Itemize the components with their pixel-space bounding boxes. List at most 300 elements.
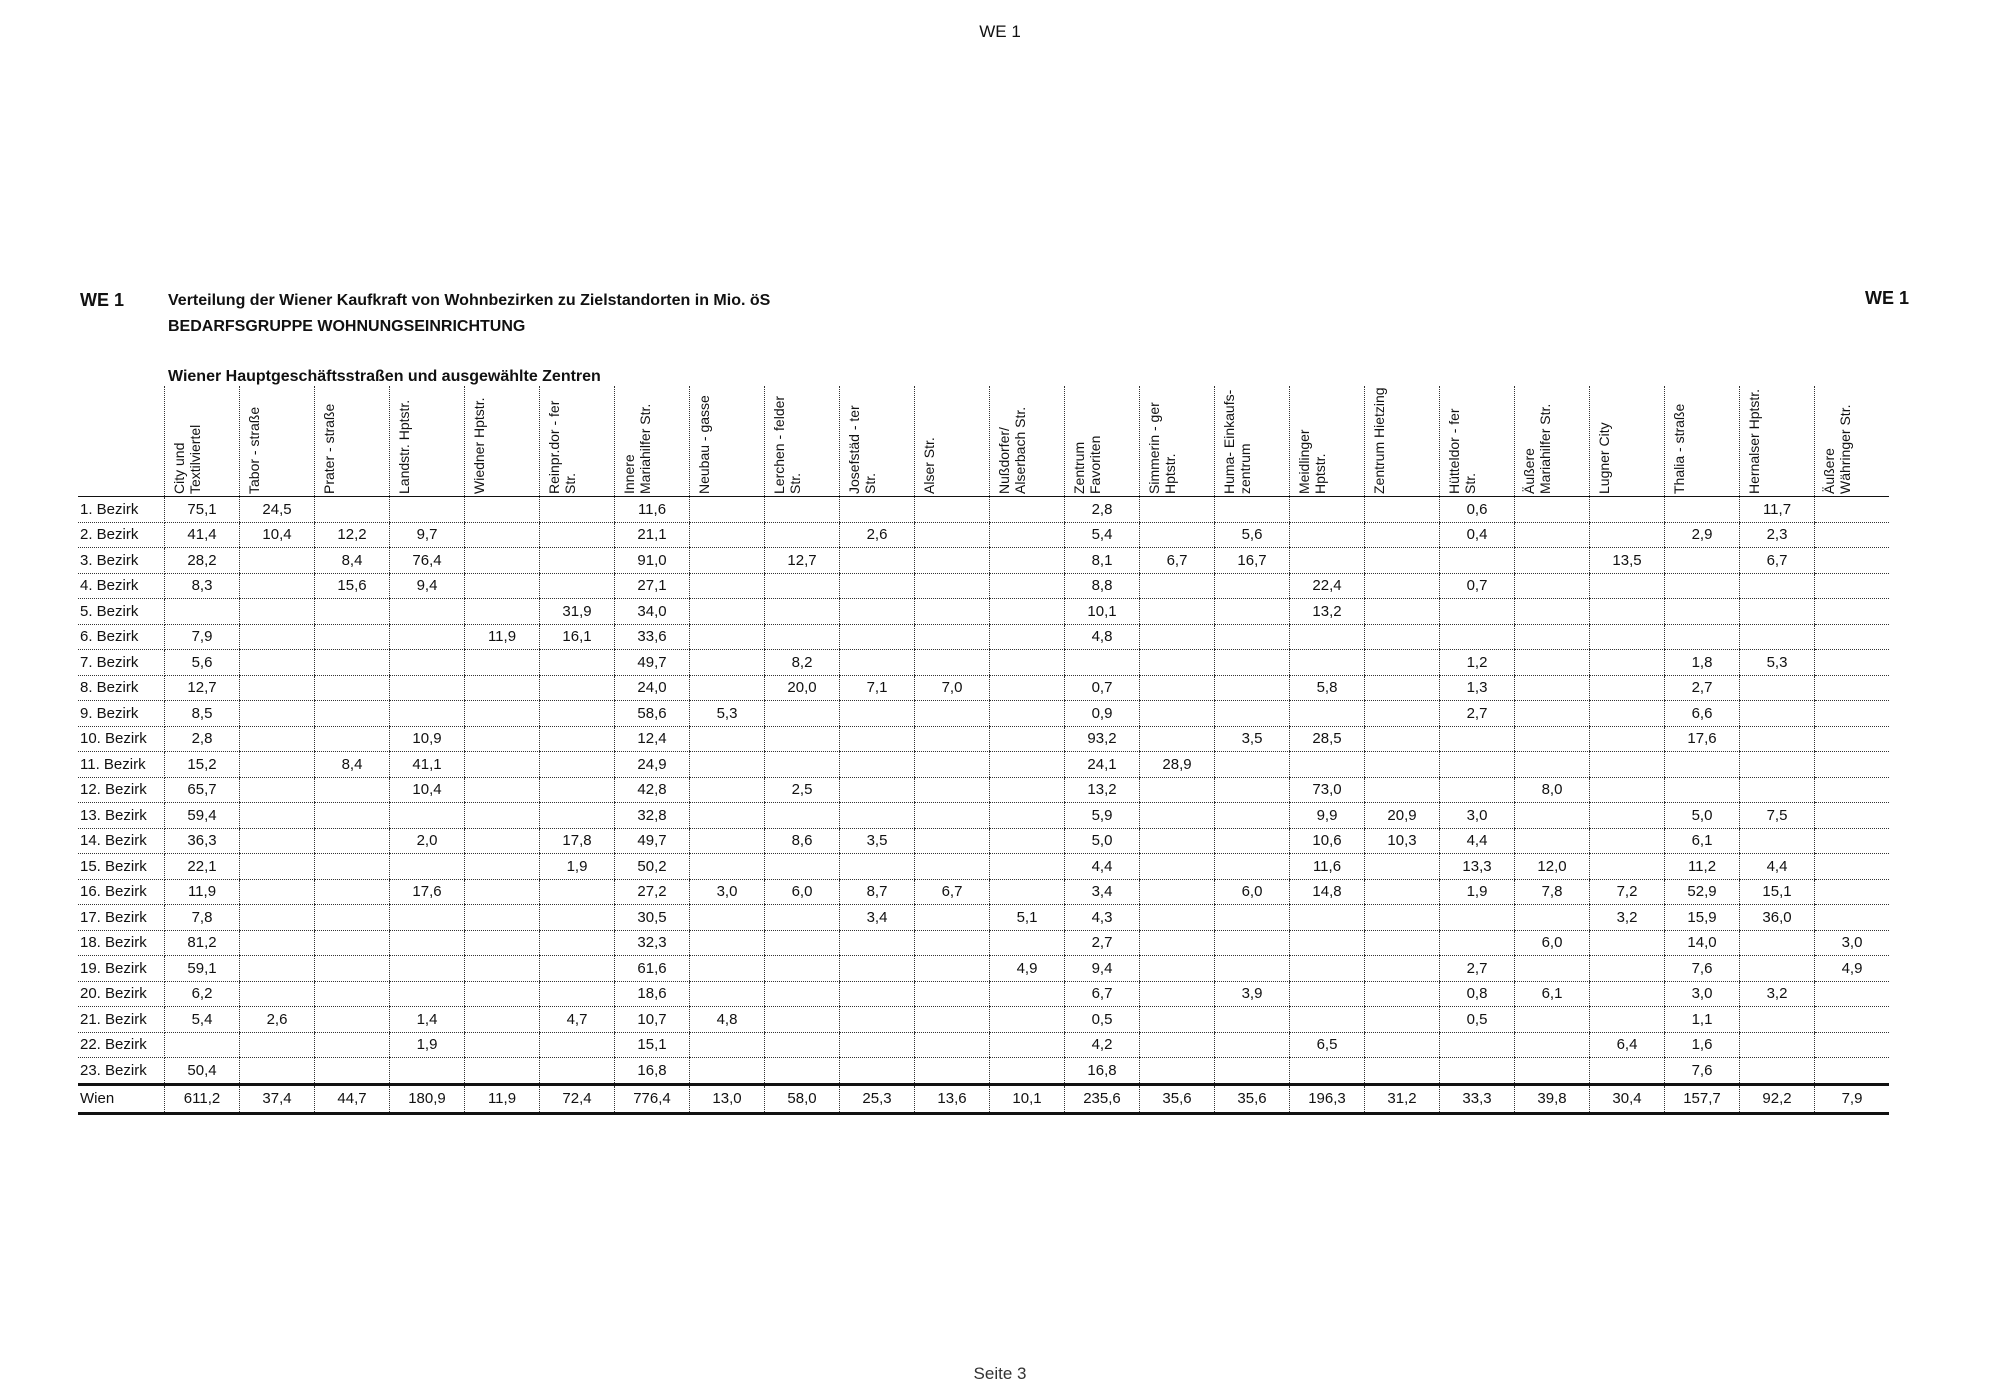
table-cell: 5,6 [1215,522,1290,548]
column-header [615,386,690,497]
table-cell: 15,6 [315,573,390,599]
table-cell [990,930,1065,956]
table-cell [465,803,540,829]
table-cell [765,930,840,956]
table-cell [1665,548,1740,574]
table-cell [540,497,615,523]
table-cell [915,522,990,548]
table-cell: 8,2 [765,650,840,676]
table-cell [240,803,315,829]
table-cell [1440,1058,1515,1085]
table-cell: 12,7 [765,548,840,574]
column-header-label: Reinpr.dor - fer Str. [546,400,578,494]
row-label: 19. Bezirk [78,956,165,982]
table-cell [1440,726,1515,752]
table-cell: 20,0 [765,675,840,701]
table-cell [1365,981,1440,1007]
table-cell [1215,803,1290,829]
table-row [78,777,1889,803]
table-cell: 50,2 [615,854,690,880]
table-cell [1365,930,1440,956]
table-cell: 3,4 [840,905,915,931]
table-cell [990,701,1065,727]
table-cell [1815,854,1890,880]
table-cell: 3,0 [1440,803,1515,829]
table-cell [990,599,1065,625]
table-cell [765,1007,840,1033]
table-cell [540,930,615,956]
table-cell [1590,854,1665,880]
table-cell [840,624,915,650]
table-cell [1440,1032,1515,1058]
table-cell [390,599,465,625]
table-cell: 11,6 [615,497,690,523]
table-cell: 6,0 [1515,930,1590,956]
table-cell [1740,624,1815,650]
table-cell: 0,5 [1065,1007,1140,1033]
table-cell: 9,9 [1290,803,1365,829]
row-label: 4. Bezirk [78,573,165,599]
row-label: 18. Bezirk [78,930,165,956]
table-cell [465,599,540,625]
table-cell: 32,8 [615,803,690,829]
table-cell [540,752,615,778]
table-cell: 11,9 [465,624,540,650]
table-cell: 42,8 [615,777,690,803]
table-cell: 15,2 [165,752,240,778]
table-cell: 52,9 [1665,879,1740,905]
row-label: 13. Bezirk [78,803,165,829]
table-cell [765,981,840,1007]
table-cell [765,522,840,548]
table-cell: 12,7 [165,675,240,701]
table-cell [1740,777,1815,803]
table-cell [990,828,1065,854]
table-cell [1140,522,1215,548]
table-cell [1215,599,1290,625]
table-cell [1740,701,1815,727]
table-cell [390,803,465,829]
column-header [1290,386,1365,497]
table-cell [690,650,765,676]
table-cell [1140,573,1215,599]
table-cell [1590,777,1665,803]
table-cell [240,1032,315,1058]
table-cell [1140,905,1215,931]
table-cell: 6,7 [1740,548,1815,574]
table-cell [1590,930,1665,956]
table-cell [1290,930,1365,956]
table-cell [390,624,465,650]
table-cell [1365,854,1440,880]
table-cell: 24,5 [240,497,315,523]
table-cell [1590,522,1665,548]
table-cell [540,1032,615,1058]
page-footer: Seite 3 [973,1364,1027,1383]
table-cell [840,497,915,523]
table-cell [1815,701,1890,727]
table-cell: 5,8 [1290,675,1365,701]
column-header-label: City und Textilviertel [171,424,203,494]
table-cell [1515,650,1590,676]
table-cell: 6,7 [1140,548,1215,574]
table-cell [1140,1032,1215,1058]
table-cell: 14,8 [1290,879,1365,905]
table-cell [1365,497,1440,523]
column-header-label: Thalia - straße [1671,403,1687,494]
table-cell: 41,1 [390,752,465,778]
table-cell [765,599,840,625]
table-cell: 0,7 [1440,573,1515,599]
table-cell [315,803,390,829]
table-cell: 13,6 [915,1084,990,1113]
table-cell: 16,7 [1215,548,1290,574]
column-header-label: Lerchen - felder Str. [771,395,803,494]
table-cell: 13,3 [1440,854,1515,880]
table-cell [1215,752,1290,778]
table-cell [690,828,765,854]
table-cell: 17,6 [1665,726,1740,752]
table-cell [990,981,1065,1007]
table-cell [390,497,465,523]
table-cell [1740,1032,1815,1058]
table-cell: 3,5 [1215,726,1290,752]
table-cell [1290,956,1365,982]
table-cell [1815,548,1890,574]
table-cell: 8,6 [765,828,840,854]
table-cell: 49,7 [615,650,690,676]
table-cell [1590,701,1665,727]
table-cell [765,701,840,727]
column-header-label: Zentrum Hietzing [1371,387,1387,494]
table-cell: 22,4 [1290,573,1365,599]
table-cell [840,930,915,956]
column-header-label: Alser Str. [921,437,937,494]
table-cell [465,650,540,676]
table-cell: 4,7 [540,1007,615,1033]
table-cell [990,548,1065,574]
table-cell [1365,548,1440,574]
table-cell [690,930,765,956]
table-cell: 4,8 [1065,624,1140,650]
column-header-row [78,386,1889,497]
table-cell: 13,2 [1290,599,1365,625]
table-cell: 10,4 [390,777,465,803]
table-cell [1815,624,1890,650]
table-cell: 12,0 [1515,854,1590,880]
table-cell: 91,0 [615,548,690,574]
table-cell [1140,879,1215,905]
table-cell [690,854,765,880]
table-cell [765,573,840,599]
table-cell [1365,879,1440,905]
table-cell [1290,650,1365,676]
table-cell [1290,752,1365,778]
column-header-label: Äußere Währinger Str. [1821,404,1853,494]
table-cell: 35,6 [1215,1084,1290,1113]
table-cell: 6,4 [1590,1032,1665,1058]
table-cell: 18,6 [615,981,690,1007]
table-cell [540,522,615,548]
column-header [1590,386,1665,497]
table-cell: 27,2 [615,879,690,905]
column-header [1365,386,1440,497]
column-header [915,386,990,497]
table-cell [1665,624,1740,650]
table-cell [1440,777,1515,803]
table-cell: 6,0 [765,879,840,905]
table-cell [1140,599,1215,625]
table-cell: 7,8 [1515,879,1590,905]
table-cell: 11,9 [165,879,240,905]
table-cell [315,1058,390,1085]
table-cell: 73,0 [1290,777,1365,803]
table-cell: 776,4 [615,1084,690,1113]
table-cell: 30,4 [1590,1084,1665,1113]
row-label: 1. Bezirk [78,497,165,523]
table-cell [1590,752,1665,778]
table-cell [915,905,990,931]
table-cell [315,930,390,956]
table-cell [990,497,1065,523]
table-cell: 81,2 [165,930,240,956]
table-cell [1140,701,1215,727]
table-row [78,1032,1889,1058]
doc-code-left: WE 1 [80,290,125,310]
table-cell: 8,8 [1065,573,1140,599]
table-cell [765,803,840,829]
column-header-label: Neubau - gasse [696,395,712,494]
row-label: 14. Bezirk [78,828,165,854]
table-cell: 3,4 [1065,879,1140,905]
table-cell: 8,4 [315,548,390,574]
table-cell [690,803,765,829]
table-cell: 0,5 [1440,1007,1515,1033]
table-cell: 1,9 [390,1032,465,1058]
table-cell: 0,6 [1440,497,1515,523]
table-cell [1815,803,1890,829]
table-cell [540,675,615,701]
table-cell [390,675,465,701]
table-cell [690,573,765,599]
table-cell [915,548,990,574]
table-cell [1140,1058,1215,1085]
row-label: 22. Bezirk [78,1032,165,1058]
table-cell [1665,497,1740,523]
table-cell [1515,1032,1590,1058]
column-header-label: Simmerin - ger Hptstr. [1146,402,1178,494]
table-cell [240,573,315,599]
table-cell [765,854,840,880]
table-cell [540,573,615,599]
table-cell [990,624,1065,650]
table-cell [465,726,540,752]
table-cell [1815,522,1890,548]
table-cell [1365,1058,1440,1085]
table-row [78,522,1889,548]
table-cell [315,854,390,880]
table-cell [840,1032,915,1058]
table-cell [1290,701,1365,727]
column-header [390,386,465,497]
table-cell [1365,573,1440,599]
table-cell [840,1007,915,1033]
table-cell [765,905,840,931]
table-cell [1665,752,1740,778]
table-cell [690,905,765,931]
table-cell: 36,0 [1740,905,1815,931]
table-cell [1365,777,1440,803]
table-cell: 3,0 [1815,930,1890,956]
table-cell [1590,726,1665,752]
table-cell [690,675,765,701]
table-cell: 58,0 [765,1084,840,1113]
table-cell [240,752,315,778]
column-header-label: Landstr. Hptstr. [396,399,412,494]
table-row [78,675,1889,701]
table-cell [990,879,1065,905]
table-cell: 25,3 [840,1084,915,1113]
table-cell [840,650,915,676]
table-cell [1140,854,1215,880]
table-cell: 11,7 [1740,497,1815,523]
table-cell [1140,956,1215,982]
table-row [78,497,1889,523]
table-cell [240,828,315,854]
column-header [1140,386,1215,497]
table-cell: 3,9 [1215,981,1290,1007]
table-cell [1140,777,1215,803]
row-label: 10. Bezirk [78,726,165,752]
table-cell [1215,905,1290,931]
table-cell: 17,8 [540,828,615,854]
table-cell: 235,6 [1065,1084,1140,1113]
table-cell: 8,1 [1065,548,1140,574]
table-cell [1590,497,1665,523]
table-cell: 1,2 [1440,650,1515,676]
table-cell [240,905,315,931]
table-cell: 5,3 [690,701,765,727]
table-row [78,981,1889,1007]
table-cell [915,573,990,599]
table-cell [840,854,915,880]
table-cell [390,981,465,1007]
table-cell [240,624,315,650]
table-cell [1590,650,1665,676]
table-cell [465,930,540,956]
table-cell: 1,4 [390,1007,465,1033]
table-cell: 196,3 [1290,1084,1365,1113]
table-cell: 10,4 [240,522,315,548]
table-cell: 12,4 [615,726,690,752]
table-cell: 8,4 [315,752,390,778]
table-cell [1365,522,1440,548]
table-cell [1815,675,1890,701]
column-header [315,386,390,497]
table-cell [540,803,615,829]
table-cell [1515,726,1590,752]
table-cell [990,1058,1065,1085]
table-cell: 76,4 [390,548,465,574]
table-cell [1515,701,1590,727]
table-cell [915,1058,990,1085]
table-cell [1815,777,1890,803]
table-cell [1815,497,1890,523]
table-cell [1365,675,1440,701]
table-cell: 37,4 [240,1084,315,1113]
table-cell [1740,1058,1815,1085]
table-cell: 7,8 [165,905,240,931]
table-cell: 7,9 [165,624,240,650]
table-cell [540,548,615,574]
table-cell: 72,4 [540,1084,615,1113]
table-cell [240,1058,315,1085]
table-cell [240,726,315,752]
column-header-label: Tabor - straße [246,406,262,494]
table-cell [765,956,840,982]
column-header-label: Zentrum Favoriten [1071,435,1103,494]
table-cell [1590,599,1665,625]
table-cell: 5,4 [165,1007,240,1033]
table-cell: 20,9 [1365,803,1440,829]
table-cell [690,1032,765,1058]
table-cell [990,777,1065,803]
table-cell: 32,3 [615,930,690,956]
table-cell [1665,573,1740,599]
table-cell [240,675,315,701]
table-cell [690,777,765,803]
table-cell: 9,4 [1065,956,1140,982]
table-cell: 7,6 [1665,1058,1740,1085]
table-cell [1740,1007,1815,1033]
table-cell [915,956,990,982]
table-cell [1515,497,1590,523]
table-cell [690,548,765,574]
doc-code-right: WE 1 [1865,288,1910,308]
row-label: Wien [78,1084,165,1113]
table-cell [1290,1007,1365,1033]
table-cell [765,624,840,650]
table-cell: 15,1 [615,1032,690,1058]
table-cell [1365,905,1440,931]
table-cell: 35,6 [1140,1084,1215,1113]
table-cell [1215,854,1290,880]
table-cell [240,930,315,956]
table-cell: 157,7 [1665,1084,1740,1113]
table-cell: 5,0 [1065,828,1140,854]
table-cell [240,548,315,574]
row-label: 5. Bezirk [78,599,165,625]
table-cell: 4,4 [1440,828,1515,854]
table-cell: 2,5 [765,777,840,803]
row-label: 21. Bezirk [78,1007,165,1033]
table-cell [690,956,765,982]
table-cell: 1,9 [1440,879,1515,905]
table-cell [1140,624,1215,650]
table-cell [1290,1058,1365,1085]
table-cell [1440,752,1515,778]
table-cell: 16,8 [1065,1058,1140,1085]
table-cell [540,777,615,803]
table-cell: 1,8 [1665,650,1740,676]
table-cell: 11,9 [465,1084,540,1113]
table-cell [465,522,540,548]
table-cell: 6,6 [1665,701,1740,727]
row-label: 17. Bezirk [78,905,165,931]
table-cell: 28,9 [1140,752,1215,778]
column-header-label: Huma- Einkaufs- zentrum [1221,389,1253,494]
row-label: 16. Bezirk [78,879,165,905]
